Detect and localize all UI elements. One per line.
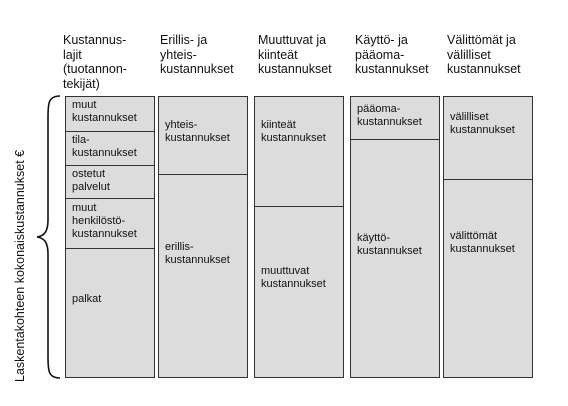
cell-label: palvelut — [72, 181, 110, 193]
cell-label: kustannukset — [165, 254, 230, 266]
cell-variable-costs — [255, 207, 343, 377]
cell-fixed-costs — [255, 97, 343, 207]
header-line: kustannukset — [447, 62, 521, 76]
cell-purchased-services — [66, 166, 154, 199]
header-line: välilliset — [447, 47, 491, 62]
cell-capital-costs — [351, 97, 439, 140]
cell-label: pääoma- — [357, 103, 401, 115]
cell-salaries — [66, 249, 154, 377]
header-line: yhteis- — [160, 47, 197, 62]
header-line: Muuttuvat ja — [258, 33, 327, 47]
column-separate-common — [158, 96, 248, 378]
cell-label: kustannukset — [261, 132, 326, 144]
header-line: Kustannus- — [63, 33, 127, 47]
header-line: Erillis- ja — [160, 33, 208, 47]
cell-label: palkat — [72, 293, 102, 305]
column-cost-types — [65, 96, 155, 378]
cell-other-costs — [66, 97, 154, 132]
cell-label: tila- — [72, 134, 90, 146]
header-line: kustannukset — [160, 62, 234, 76]
cell-label: kustannukset — [357, 116, 422, 128]
cell-label: välittömät — [450, 230, 498, 242]
cell-label: muut — [72, 99, 97, 111]
column-variable-fixed — [254, 96, 344, 378]
cell-label: erillis- — [165, 241, 194, 253]
cell-other-personnel-costs — [66, 199, 154, 249]
cell-label: välilliset — [450, 111, 489, 123]
cell-label: kustannukset — [450, 243, 515, 255]
cell-premises-costs — [66, 132, 154, 166]
brace-icon — [34, 92, 64, 382]
cell-direct-costs — [444, 180, 532, 377]
cell-label: kustannukset — [72, 112, 137, 124]
cell-label: käyttö- — [357, 232, 391, 244]
header-line: lajit — [63, 47, 82, 62]
cell-label: kustannukset — [165, 132, 230, 144]
column-direct-indirect — [443, 96, 533, 378]
header-line: pääoma- — [355, 47, 405, 62]
cell-label: yhteis- — [165, 119, 198, 131]
cell-label: kustannukset — [450, 124, 515, 136]
cell-label: henkilöstö- — [72, 215, 126, 227]
axis-label: Laskentakohteen kokonaiskustannukset € — [13, 149, 27, 382]
cell-label: kustannukset — [72, 228, 137, 240]
cell-label: kiinteät — [261, 119, 296, 131]
header-operating-capital — [355, 33, 429, 77]
cell-label: kustannukset — [357, 245, 422, 257]
cell-label: muuttuvat — [261, 265, 310, 277]
header-variable-fixed — [258, 33, 332, 77]
cell-label: muut — [72, 202, 97, 214]
cell-label: kustannukset — [261, 278, 326, 290]
header-line: Välittömät ja — [447, 33, 516, 47]
header-direct-indirect — [447, 33, 521, 77]
cell-common-costs — [159, 97, 247, 175]
column-operating-capital — [350, 96, 440, 378]
header-line: kiinteät — [258, 47, 298, 62]
header-separate-common — [160, 33, 234, 77]
header-line: kustannukset — [355, 62, 429, 76]
cell-separate-costs — [159, 175, 247, 377]
header-cost-types — [63, 33, 127, 91]
header-line: (tuotannon- — [63, 62, 127, 76]
header-line: Käyttö- ja — [355, 33, 408, 47]
header-line: tekijät) — [63, 76, 100, 91]
cell-operating-costs — [351, 140, 439, 377]
header-line: kustannukset — [258, 62, 332, 76]
cell-indirect-costs — [444, 97, 532, 180]
cell-label: kustannukset — [72, 147, 137, 159]
cell-label: ostetut — [72, 168, 106, 180]
